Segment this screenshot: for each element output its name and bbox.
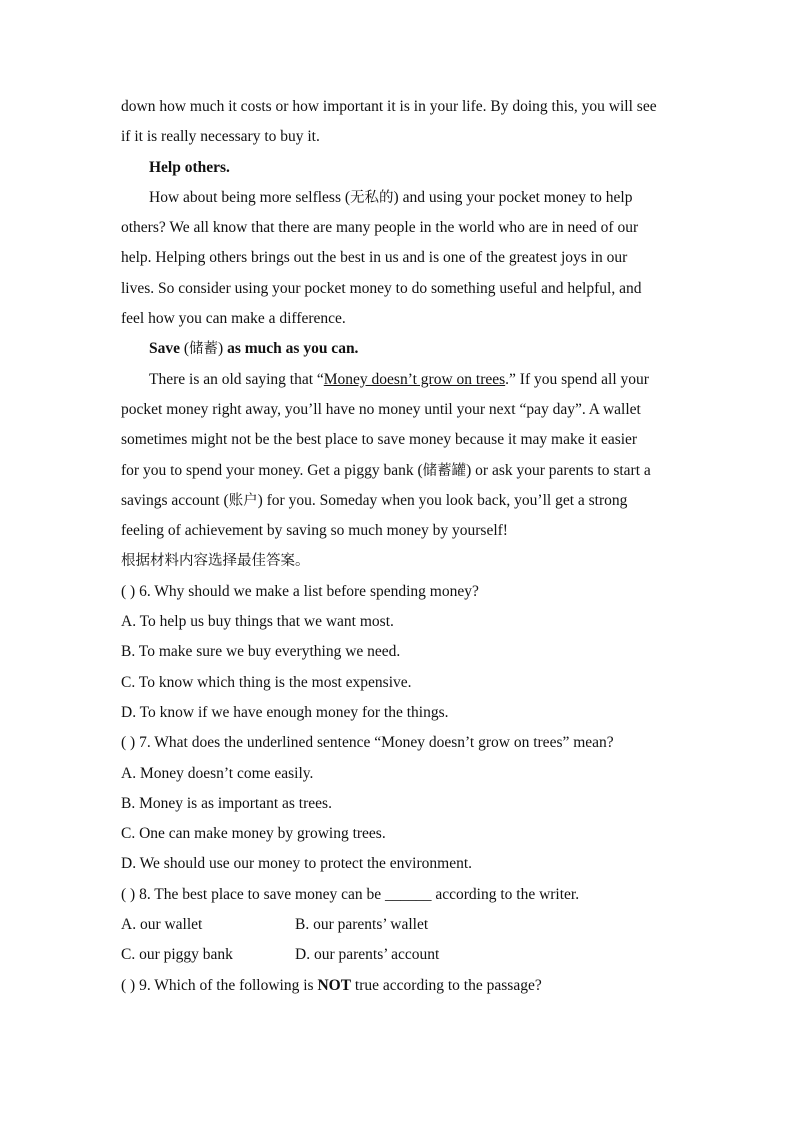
text-span: How about being more selfless ( xyxy=(149,188,351,206)
answer-option: B. our parents’ wallet xyxy=(295,916,429,934)
passage-line: lives. So consider using your pocket money to do something useful and helpful, and xyxy=(121,279,642,297)
text-span: savings account ( xyxy=(121,491,229,509)
instruction-text: 根据材料内容选择最佳答案。 xyxy=(121,553,310,570)
question-6 xyxy=(121,577,691,728)
text-span: ( ) 9. Which of the following is xyxy=(121,976,318,994)
passage-line: feel how you can make a difference. xyxy=(121,310,346,328)
answer-option: B. Money is as important as trees. xyxy=(121,794,332,812)
passage-line: sometimes might not be the best place to save money because it may make it easier xyxy=(121,431,638,449)
chinese-gloss: 储蓄 xyxy=(189,341,219,358)
passage-line: others? We all know that there are many people in the world who are in need of our xyxy=(121,219,639,237)
question-stem: ( ) 8. The best place to save money can be ______ according to the writer. xyxy=(121,885,580,903)
answer-option: A. To help us buy things that we want most. xyxy=(121,613,394,631)
answer-option: D. our parents’ account xyxy=(295,946,440,964)
text-span: NOT xyxy=(317,976,352,994)
document-page xyxy=(121,92,691,1001)
passage-line xyxy=(121,183,691,213)
question-9 xyxy=(121,971,691,1001)
answer-option: C. our piggy bank xyxy=(121,946,233,964)
question-stem: ( ) 7. What does the underlined sentence “Money doesn’t grow on trees” mean? xyxy=(121,734,614,752)
answer-option: D. To know if we have enough money for the things. xyxy=(121,703,449,721)
passage-line: if it is really necessary to buy it. xyxy=(121,128,320,146)
answer-option: D. We should use our money to protect the environment. xyxy=(121,855,473,873)
question-8 xyxy=(121,880,691,971)
section-heading-save xyxy=(121,334,691,364)
passage-line xyxy=(121,486,691,516)
passage-line xyxy=(121,365,691,395)
answer-option: C. One can make money by growing trees. xyxy=(121,825,386,843)
chinese-gloss: 储蓄罐 xyxy=(422,462,467,479)
passage-line: help. Helping others brings out the best in us and is one of the greatest joys in our xyxy=(121,249,628,267)
text-span: ) and using your pocket money to help xyxy=(393,188,633,206)
underlined-sentence: Money doesn’t grow on trees xyxy=(323,370,506,388)
text-span: for you to spend your money. Get a piggy bank ( xyxy=(121,461,423,479)
answer-option: A. our wallet xyxy=(121,916,203,934)
answer-option: B. To make sure we buy everything we need. xyxy=(121,643,401,661)
answer-options-row xyxy=(121,910,691,940)
text-span: Save xyxy=(149,340,180,358)
chinese-gloss: 账户 xyxy=(228,492,258,509)
question-stem xyxy=(121,971,691,1001)
passage-line: feeling of achievement by saving so much money by yourself! xyxy=(121,522,508,540)
question-stem: ( ) 6. Why should we make a list before spending money? xyxy=(121,582,479,600)
text-span: ) or ask your parents to start a xyxy=(466,461,651,479)
answer-option: C. To know which thing is the most expensive. xyxy=(121,673,412,691)
question-7 xyxy=(121,728,691,879)
section-heading-help: Help others. xyxy=(149,158,230,176)
answer-option: A. Money doesn’t come easily. xyxy=(121,764,314,782)
passage-line: down how much it costs or how important it is in your life. By doing this, you will see xyxy=(121,98,657,115)
text-span: There is an old saying that “ xyxy=(149,370,324,388)
chinese-gloss: 无私的 xyxy=(350,189,394,206)
text-span: ) xyxy=(218,340,228,358)
text-span: ) for you. Someday when you look back, you’ll get a strong xyxy=(257,491,628,509)
text-span: true according to the passage? xyxy=(351,976,542,994)
text-span: .” If you spend all your xyxy=(505,370,649,388)
text-span: as much as you can. xyxy=(227,340,359,358)
passage-line xyxy=(121,456,691,486)
text-span: ( xyxy=(180,340,190,358)
answer-options-row xyxy=(121,940,691,970)
passage-line: pocket money right away, you’ll have no money until your next “pay day”. A wallet xyxy=(121,400,641,418)
